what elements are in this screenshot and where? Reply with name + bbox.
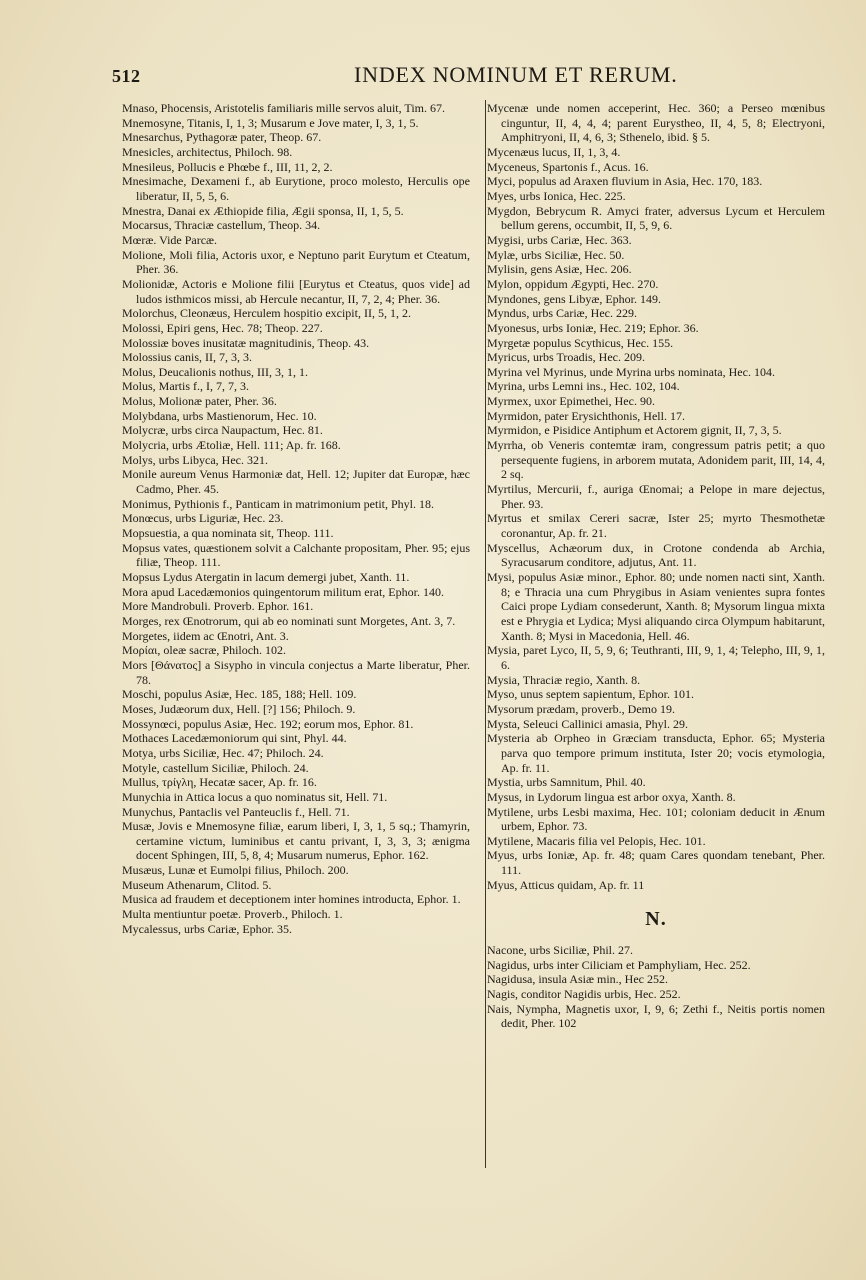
index-entry: Multa mentiuntur poetæ. Proverb., Philoch. 1.: [122, 907, 343, 922]
index-entry: Motya, urbs Siciliæ, Hec. 47; Philoch. 24.: [122, 745, 324, 760]
index-entry: Nagis, conditor Nagidis urbis, Hec. 252.: [487, 987, 681, 1002]
index-entry: Mopsus Lydus Atergatin in lacum demergi jubet, Xanth. 11.: [122, 570, 410, 584]
running-header: INDEX NOMINUM ET RERUM.: [354, 62, 678, 87]
index-entry: Morges, rex Œnotrorum, qui ab eo nominati sunt Morgetes, Ant. 3, 7.: [122, 613, 456, 628]
index-entry: Nais, Nympha, Magnetis uxor, I, 9, 6; Zethi f., Neitis portis nomen dedit, Pher. 102: [487, 1001, 825, 1031]
index-entry: More Mandrobuli. Proverb. Ephor. 161.: [122, 599, 314, 614]
index-entry: Mora apud Lacedæmonios quingentorum militum erat, Ephor. 140.: [122, 584, 444, 599]
index-entry: Molycræ, urbs circa Naupactum, Hec. 81.: [122, 423, 323, 438]
index-entry: Morgetes, iidem ac Œnotri, Ant. 3.: [122, 628, 289, 643]
index-entry: Mors [Θάνατος] a Sisypho in vincula conjectus a Marte liberatur, Pher. 78.: [122, 657, 470, 687]
index-entry: Mnemosyne, Titanis, I, 1, 3; Musarum e Jove mater, I, 3, 1, 5.: [122, 115, 419, 130]
index-entry: Μορίαι, oleæ sacræ, Philoch. 102.: [122, 643, 287, 658]
right-column: [487, 101, 825, 1031]
index-entry: Mygisi, urbs Cariæ, Hec. 363.: [487, 232, 632, 247]
index-entry: Myso, unus septem sapientum, Ephor. 101.: [487, 687, 694, 702]
index-entry: Mopsus vates, quæstionem solvit a Calchante propositam, Pher. 95; ejus filiæ, Theop. 111.: [122, 540, 470, 570]
index-entry: Molus, Deucalionis nothus, III, 3, 1, 1.: [122, 364, 308, 379]
column-divider: [485, 100, 486, 1168]
page-number: 512: [112, 66, 141, 86]
index-entry: Nacone, urbs Siciliæ, Phil. 27.: [487, 943, 633, 958]
index-entry: Nagidusa, insula Asiæ min., Hec 252.: [487, 972, 668, 987]
index-entry: Myndus, urbs Cariæ, Hec. 229.: [487, 306, 637, 321]
index-entry: Monile aureum Venus Harmoniæ dat, Hell. 12; Jupiter dat Europæ, hæc Cadmo, Pher. 45.: [122, 467, 470, 497]
left-column: [122, 101, 470, 936]
index-entry: Myrina vel Myrinus, unde Myrina urbs nominata, Hec. 104.: [487, 364, 775, 379]
index-entry: Mnesicles, architectus, Philoch. 98.: [122, 144, 293, 159]
index-entry: Musica ad fraudem et deceptionem inter homines introducta, Ephor. 1.: [122, 892, 461, 907]
index-entry: Museum Athenarum, Clitod. 5.: [122, 877, 272, 892]
index-entry: Moses, Judæorum dux, Hell. [?] 156; Philoch. 9.: [122, 701, 356, 716]
index-entry: Mnestra, Danai ex Æthiopide filia, Ægii sponsa, II, 1, 5, 5.: [122, 203, 404, 218]
index-entry: Mysi, populus Asiæ minor., Ephor. 80; unde nomen nacti sint, Xanth. 8; e Thracia una cum Phrygibus in Asiam venientes supra fontes Caici prope Lydiam consederunt, Xanth. 8; Mysorum lingua mixta est e Phrygia et Lydica; Mysi aliquando circa Olympum habitarunt, Xanth. 8; Mysi in Macedonia, Hell. 46.: [487, 570, 825, 643]
index-entry: Myrmex, uxor Epimethei, Hec. 90.: [487, 394, 655, 409]
index-entry: Mnesimache, Dexameni f., ab Eurytione, proco molesto, Herculis ope liberatur, II, 5, 5, 6.: [122, 174, 470, 203]
index-entry: Molybdana, urbs Mastienorum, Hec. 10.: [122, 408, 317, 423]
index-entry: Molorchus, Cleonæus, Herculem hospitio excipit, II, 5, 1, 2.: [122, 306, 411, 321]
index-entry: Molys, urbs Libyca, Hec. 321.: [122, 452, 268, 467]
index-entry: Myrgetæ populus Scythicus, Hec. 155.: [487, 335, 674, 350]
index-entry: Mytilene, urbs Lesbi maxima, Hec. 101; coloniam deducit in Ænum urbem, Ephor. 73.: [487, 804, 825, 834]
index-entry: Mycalessus, urbs Cariæ, Ephor. 35.: [122, 921, 292, 936]
index-entry: Monœcus, urbs Liguriæ, Hec. 23.: [122, 511, 284, 526]
index-entry: Mnaso, Phocensis, Aristotelis familiaris mille servos aluit, Tim. 67.: [122, 101, 445, 115]
index-entry: Mysorum prædam, proverb., Demo 19.: [487, 701, 675, 716]
index-entry: Myrmidon, pater Erysichthonis, Hell. 17.: [487, 408, 685, 423]
index-entry: Mnesileus, Pollucis e Phœbe f., III, 11, 2, 2.: [122, 159, 333, 174]
index-entry: Myonesus, urbs Ioniæ, Hec. 219; Ephor. 36.: [487, 320, 699, 335]
index-entry: Mylisin, gens Asiæ, Hec. 206.: [487, 262, 632, 277]
index-entry: Molione, Moli filia, Actoris uxor, e Neptuno parit Eurytum et Cteatum, Pher. 36.: [122, 247, 470, 277]
index-entry: Myricus, urbs Troadis, Hec. 209.: [487, 350, 645, 365]
index-entry: Molossi, Epiri gens, Hec. 78; Theop. 227.: [122, 320, 323, 335]
index-entry: Musæus, Lunæ et Eumolpi filius, Philoch. 200.: [122, 863, 349, 878]
index-entry: Mycenæ unde nomen acceperint, Hec. 360; a Perseo mœnibus cinguntur, II, 4, 4, 4; parent Eurystheo, II, 4, 5, 8; Electryoni, Amphitryoni, II, 4, 6, 3; Sthenelo, ibid. § 5.: [487, 101, 825, 145]
index-entry: Mysta, Seleuci Callinici amasia, Phyl. 29.: [487, 716, 688, 731]
index-entry: Myci, populus ad Araxen fluvium in Asia, Hec. 170, 183.: [487, 174, 763, 189]
index-entry: Munychia in Attica locus a quo nominatus sit, Hell. 71.: [122, 789, 388, 804]
index-entry: Monimus, Pythionis f., Panticam in matrimonium petit, Phyl. 18.: [122, 496, 434, 511]
index-entry: Molossiæ boves inusitatæ magnitudinis, Theop. 43.: [122, 335, 370, 350]
index-entry: Myrtilus, Mercurii, f., auriga Œnomai; a Pelope in mare dejectus, Pher. 93.: [487, 482, 825, 511]
index-entry: Mytilene, Macaris filia vel Pelopis, Hec. 101.: [487, 833, 706, 848]
index-entry: Mygdon, Bebrycum R. Amyci frater, adversus Lycum et Herculem bellum gerens, occumbit, II, 5, 9, 6.: [487, 203, 825, 233]
index-entry: Myrtus et smilax Cereri sacræ, Ister 25; myrto Thesmothetæ coronantur, Ap. fr. 21.: [487, 511, 825, 541]
index-entry: Myrmidon, e Pisidice Antiphum et Actorem gignit, II, 7, 3, 5.: [487, 423, 782, 438]
index-entry: Moschi, populus Asiæ, Hec. 185, 188; Hell. 109.: [122, 687, 357, 702]
index-entry: Mopsuestia, a qua nominata sit, Theop. 111.: [122, 526, 334, 541]
index-entry: Mylæ, urbs Siciliæ, Hec. 50.: [487, 247, 625, 262]
index-entry: Motyle, castellum Siciliæ, Philoch. 24.: [122, 760, 309, 775]
index-entry: Myrina, urbs Lemni ins., Hec. 102, 104.: [487, 379, 680, 394]
index-entry: Mysia, Thraciæ regio, Xanth. 8.: [487, 672, 641, 687]
index-entry: Molus, Martis f., I, 7, 7, 3.: [122, 379, 249, 394]
index-entry: Musæ, Jovis e Mnemosyne filiæ, earum liberi, I, 3, 1, 5 sq.; Thamyrin, certamine victum, luminibus et cantu privant, I, 3, 3, 3; ænigma docent Sphingen, III, 5, 8, 4; Musarum numerus, Ephor. 162.: [122, 819, 470, 863]
index-entry: Molycria, urbs Ætoliæ, Hell. 111; Ap. fr. 168.: [122, 438, 341, 453]
index-entry: Mysia, paret Lyco, II, 5, 9, 6; Teuthranti, III, 9, 1, 4; Telepho, III, 9, 1, 6.: [487, 643, 825, 672]
index-entry: Molus, Molionæ pater, Pher. 36.: [122, 394, 277, 409]
index-entry: Mystia, urbs Samnitum, Phil. 40.: [487, 775, 646, 790]
index-entry: Myndones, gens Libyæ, Ephor. 149.: [487, 291, 661, 306]
index-entry: Myes, urbs Ionica, Hec. 225.: [487, 188, 626, 203]
index-entry: Molossius canis, II, 7, 3, 3.: [122, 350, 252, 365]
index-entry: Myus, Atticus quidam, Ap. fr. 11: [487, 877, 645, 892]
index-entry: Mysteria ab Orpheo in Græciam transducta, Ephor. 65; Mysteria parva quo tempore primum instituta, Ister 20; vocis etymologia, Ap. fr. 11.: [487, 731, 825, 775]
index-entry: Molionidæ, Actoris e Molione filii [Eurytus et Cteatus, quos vide] ad ludos isthmicos missi, ab Hercule necantur, II, 7, 2, 4; Pher. 36.: [122, 276, 470, 306]
index-entry: Myscellus, Achæorum dux, in Crotone condenda ab Archia, Syracusarum conditore, adjutus, Ant. 11.: [487, 540, 825, 570]
index-entry: Mœræ. Vide Parcæ.: [122, 232, 218, 247]
index-entry: Mycenæus lucus, II, 1, 3, 4.: [487, 144, 621, 159]
index-entry: Mothaces Lacedæmoniorum qui sint, Phyl. 44.: [122, 731, 347, 746]
index-entry: Mocarsus, Thraciæ castellum, Theop. 34.: [122, 218, 321, 233]
index-entry: Munychus, Pantaclis vel Panteuclis f., Hell. 71.: [122, 804, 350, 819]
index-entry: Mnesarchus, Pythagoræ pater, Theop. 67.: [122, 130, 322, 145]
index-entry: Mysus, in Lydorum lingua est arbor oxya, Xanth. 8.: [487, 789, 736, 804]
index-entry: Myceneus, Spartonis f., Acus. 16.: [487, 159, 649, 174]
index-entry: Myus, urbs Ioniæ, Ap. fr. 48; quam Cares quondam tenebant, Pher. 111.: [487, 848, 825, 878]
index-entry: Mossynœci, populus Asiæ, Hec. 192; eorum mos, Ephor. 81.: [122, 716, 414, 731]
index-entry: Myrrha, ob Veneris contemtæ iram, congressum patris petit; a quo persequente fugiens, in arborem mutata, Adonidem parit, III, 14, 4, 2 sq.: [487, 438, 825, 482]
section-letter-heading: N.: [645, 908, 667, 931]
index-entry: Nagidus, urbs inter Ciliciam et Pamphyliam, Hec. 252.: [487, 957, 751, 972]
index-entry: Mylon, oppidum Ægypti, Hec. 270.: [487, 276, 659, 291]
index-entry: Mullus, τρίγλη, Hecatæ sacer, Ap. fr. 16.: [122, 775, 317, 790]
